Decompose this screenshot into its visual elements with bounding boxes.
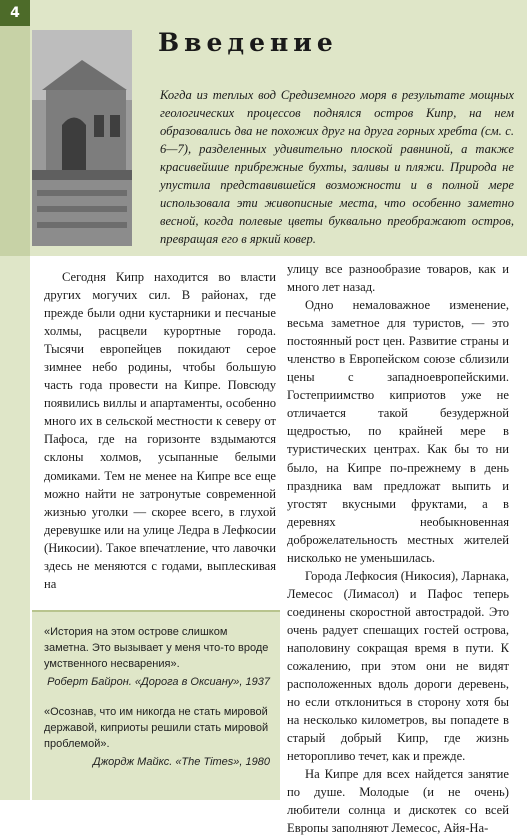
quote-text: «Осознав, что им никогда не стать мировой державой, киприоты решили стать мировой проблемой». <box>44 706 269 750</box>
body-paragraph: Одно немаловажное изменение, весьма заметное для туристов, — это постоянный рост цен. Развитие страны и членство в Европейском союзе сблизили цены с западноевропейскими. Гостеприимство киприотов уже не отличается такой безудержной щедростью, по крайней мере в туристических центрах. Как бы то ни было, на Кипре по-прежнему в день праздника вам предложат выпить и угостят вкусными фруктами, а в деревнях необыкновенная доброжелательность местных жителей нисколько не уменьшилась. <box>287 298 509 565</box>
body-paragraph: На Кипре для всех найдется занятие по душе. Молодые (и не очень) любители солнца и дискотек со всей Европы заполняют Лемесос, Айя-На- <box>287 767 509 836</box>
margin-accent-top <box>0 0 30 256</box>
body-paragraph: улицу все разнообразие товаров, как и много лет назад. <box>287 262 509 295</box>
body-paragraph: Сегодня Кипр находится во власти других могучих сил. В районах, где прежде были одни кустарники и песчаные холмы, расцвели курортные города. Тысячи европейцев покидают серое зимнее небо родины, чтобы большую часть года провести на Кипре. Повсюду появились виллы и апартаменты, особенно много их в сельской местности к северу от Пафоса, где на горизонте вздымаются склоны холмов, усыпанные белыми домиками. Тем не менее на Кипре все еще можно найти не затронутые современной жизнью уголки — скорее всего, в глухой деревушке или на улице Ледра в Лефкосии (Никосии). Такое впечатление, что лавочки здесь не меняются с годами, выплескивая на <box>44 270 276 591</box>
quote-text: «История на этом острове слишком заметна. Это вызывает у меня что-то вроде умственного несварения». <box>44 626 269 670</box>
body-paragraph: Города Лефкосия (Никосия), Ларнака, Лемесос (Лимасол) и Пафос теперь соединены скоростной автострадой. Это очень радует спешащих гостей острова, наполовину сокращая время в пути. К сожалению, при этом они не видят расположенных вдоль дороги деревень, но если отклониться в сторону хотя бы на несколько километров, вы попадете в старый добрый Кипр, где жизнь неторопливо течет, как и прежде. <box>287 568 509 764</box>
quote-attribution: Джордж Майкс. «The Times», 1980 <box>92 756 270 768</box>
page-number: 4 <box>0 0 30 26</box>
body-column-right <box>287 260 509 838</box>
church-photo <box>32 30 132 246</box>
margin-accent-bottom <box>0 256 30 800</box>
quote-box <box>32 610 280 800</box>
body-column-left <box>44 268 276 593</box>
page-title: Введение <box>158 28 338 57</box>
quote-attribution: Роберт Байрон. «Дорога в Оксиану», 1937 <box>47 676 270 688</box>
intro-paragraph: Когда из теплых вод Средиземного моря в результате мощных геологических процессов поднялся остров Кипр, на нем образовались два не похожих друг на друга горных хребта (см. с. 6—7), разделенных удивительно плоской равниной, а также красивейшие прибрежные бухты, заливы и пляжи. Природа не упустила представившейся возможности и в полной мере использовала эти живописные места, что особенно заметно весной, когда полевые цветы буквально преображают остров, превращая его в яркий ковер. <box>160 88 514 246</box>
